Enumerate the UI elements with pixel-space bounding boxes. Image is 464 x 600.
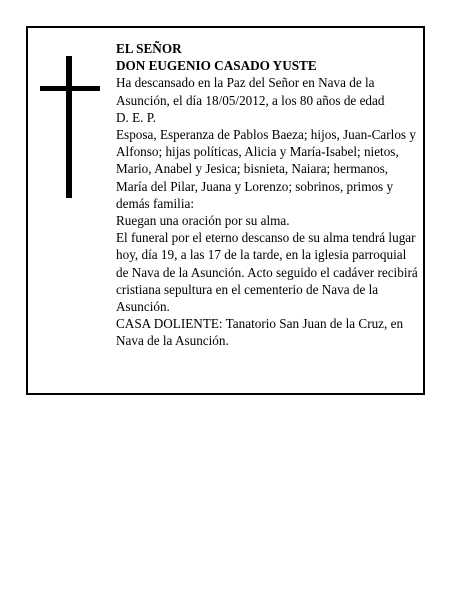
death-statement: Ha descansado en la Paz del Señor en Nava de la Asunción, el día 18/05/2012, a los 80 años de edad bbox=[116, 75, 385, 108]
obituary-notice bbox=[26, 26, 425, 395]
notice-body bbox=[116, 40, 421, 350]
deceased-name: DON EUGENIO CASADO YUSTE bbox=[116, 58, 317, 74]
funeral-details: El funeral por el eterno descanso de su alma tendrá lugar hoy, día 19, a las 17 de la tarde, en la iglesia parroquial de Nava de la Asunción. Acto seguido el cadáver recibirá cristiana sepultura en el cementerio de Nava de la Asunción. bbox=[116, 230, 418, 315]
rip-text: D. E. P. bbox=[116, 109, 156, 125]
cross-horizontal-bar bbox=[40, 86, 100, 91]
family-list: Esposa, Esperanza de Pablos Baeza; hijos, Juan-Carlos y Alfonso; hijas políticas, Alicia y María-Isabel; nietos, Mario, Anabel y Jesica; bisnieta, Naiara; hermanos, María del Pilar, Juana y Lorenzo; sobrinos, primos y demás familia: bbox=[116, 127, 416, 211]
prayer-request: Ruegan una oración por su alma. bbox=[116, 213, 290, 229]
mourning-house: CASA DOLIENTE: Tanatorio San Juan de la Cruz, en Nava de la Asunción. bbox=[116, 316, 404, 349]
cross-icon bbox=[40, 56, 100, 198]
cross-vertical-bar bbox=[66, 56, 72, 198]
notice-title-line1: EL SEÑOR bbox=[116, 41, 182, 56]
